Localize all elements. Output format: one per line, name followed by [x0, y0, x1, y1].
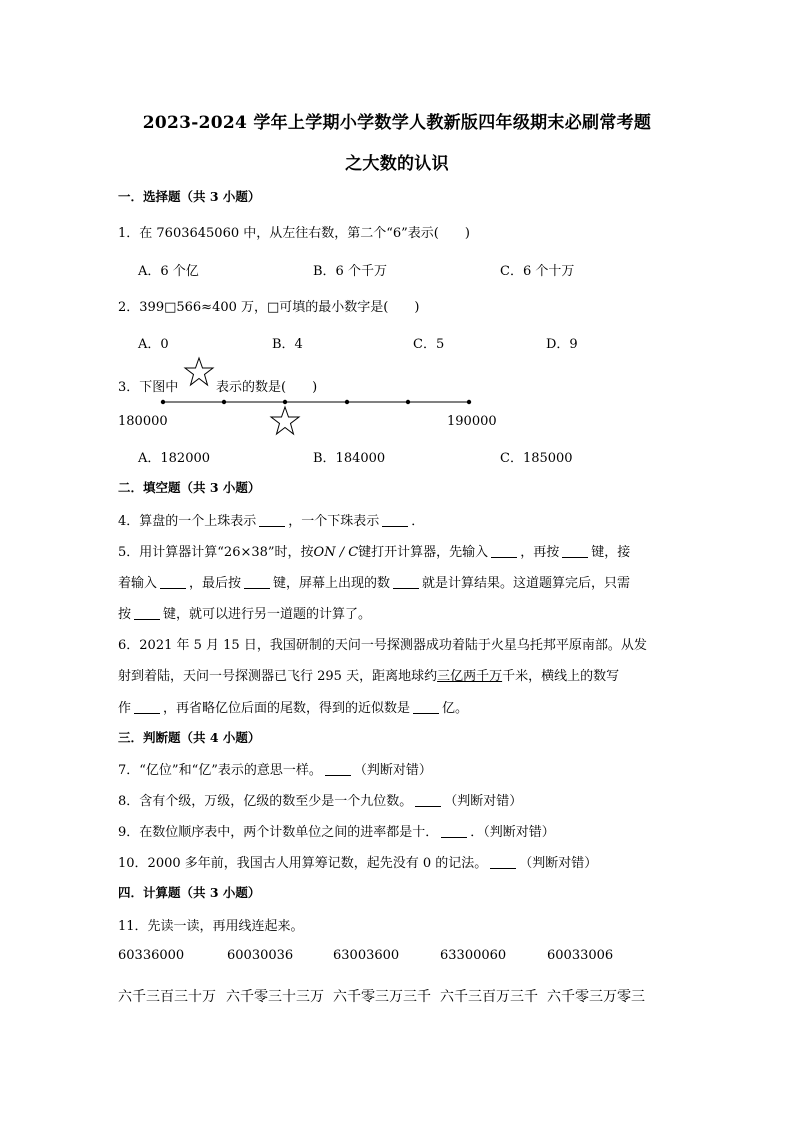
- question-6-line2: 射到着陆，天问一号探测器已飞行 295 天，距离地球约三亿两千万千米，横线上的数写: [118, 669, 620, 684]
- answer-blank[interactable]: [244, 575, 270, 589]
- question-4: 4．算盘的一个上珠表示 ，一个下珠表示 ．: [118, 514, 425, 529]
- question-5-line1: 5．用计算器计算“26×38”时，按ON / C键打开计算器，先输入 ，再按 键，接: [118, 545, 631, 560]
- q11-number: 63003600: [333, 948, 400, 963]
- answer-blank[interactable]: [134, 606, 160, 620]
- answer-blank[interactable]: [490, 855, 516, 869]
- q3-option-b: B．184000: [313, 451, 386, 466]
- document-title-line2: 之大数的认识: [345, 154, 449, 174]
- question-1: 1．在 7603645060 中，从左往右数，第二个“6”表示( ): [118, 226, 470, 241]
- question-8: 8．含有个级，万级，亿级的数至少是一个九位数。 （判断对错）: [118, 794, 523, 809]
- answer-blank[interactable]: [382, 513, 408, 527]
- q2-option-c: C．5: [413, 337, 445, 352]
- underlined-number: 三亿两千万: [437, 669, 503, 684]
- section-heading-fill: 二．填空题（共 3 小题）: [118, 480, 261, 495]
- q2-option-a: A．0: [138, 337, 169, 352]
- answer-blank[interactable]: [413, 700, 439, 714]
- answer-blank[interactable]: [393, 575, 419, 589]
- calculator-key-label: ON / C: [313, 545, 359, 560]
- answer-blank[interactable]: [259, 513, 285, 527]
- question-9: 9．在数位顺序表中，两个计数单位之间的进率都是十． ．（判断对错）: [118, 825, 555, 840]
- question-5-line3: 按 键，就可以进行另一道题的计算了。: [118, 607, 372, 622]
- question-6-line1: 6．2021 年 5 月 15 日，我国研制的天问一号探测器成功着陆于火星乌托邦平原南部。从发: [118, 638, 647, 653]
- answer-blank[interactable]: [491, 544, 517, 558]
- q1-option-a: A．6 个亿: [138, 264, 199, 279]
- q2-option-b: B．4: [272, 337, 303, 352]
- answer-blank[interactable]: [160, 575, 186, 589]
- q11-word: 六千三百三十万: [118, 989, 216, 1005]
- number-line-start-label: 180000: [118, 414, 168, 429]
- number-line-end-label: 190000: [447, 414, 497, 429]
- q11-number: 60033006: [547, 948, 614, 963]
- section-heading-judge: 三．判断题（共 4 小题）: [118, 730, 261, 745]
- q3-option-a: A．182000: [138, 451, 211, 466]
- question-7: 7．“亿位”和“亿”表示的意思一样。 （判断对错）: [118, 763, 432, 778]
- q11-word: 六千零三十三万: [226, 989, 324, 1005]
- q1-option-c: C．6 个十万: [500, 264, 575, 279]
- section-heading-calc: 四．计算题（共 3 小题）: [118, 885, 261, 900]
- q11-word: 六千零三万零三: [547, 989, 645, 1005]
- document-title-line1: 2023-2024 学年上学期小学数学人教新版四年级期末必刷常考题: [142, 113, 652, 133]
- number-line-star-icon: [270, 406, 300, 440]
- answer-blank[interactable]: [134, 700, 160, 714]
- answer-blank[interactable]: [415, 793, 441, 807]
- q2-option-d: D．9: [546, 337, 578, 352]
- q3-option-c: C．185000: [500, 451, 573, 466]
- question-10: 10．2000 多年前，我国古人用算筹记数，起先没有 0 的记法。 （判断对错）: [118, 856, 598, 871]
- q11-number: 60336000: [118, 948, 185, 963]
- q11-word: 六千三百万三千: [440, 989, 538, 1005]
- q11-number: 63300060: [440, 948, 507, 963]
- question-3-suffix: 表示的数是( ): [216, 380, 318, 395]
- question-2: 2．399□566≈400 万，□可填的最小数字是( ): [118, 300, 420, 315]
- q1-option-b: B．6 个千万: [313, 264, 387, 279]
- answer-blank[interactable]: [562, 544, 588, 558]
- q11-word: 六千零三万三千: [333, 989, 431, 1005]
- question-5-line2: 着输入 ，最后按 键，屏幕上出现的数 就是计算结果。这道题算完后，只需: [118, 576, 631, 591]
- q11-number: 60030036: [227, 948, 294, 963]
- star-icon: [184, 357, 214, 391]
- number-line: [160, 396, 480, 412]
- answer-blank[interactable]: [325, 762, 351, 776]
- section-heading-choice: 一．选择题（共 3 小题）: [118, 189, 261, 204]
- question-6-line3: 作 ，再省略亿位后面的尾数，得到的近似数是 亿。: [118, 701, 469, 716]
- question-3-prefix: 3．下图中: [118, 380, 179, 395]
- answer-blank[interactable]: [441, 824, 467, 838]
- question-11: 11．先读一读，再用线连起来。: [118, 919, 304, 934]
